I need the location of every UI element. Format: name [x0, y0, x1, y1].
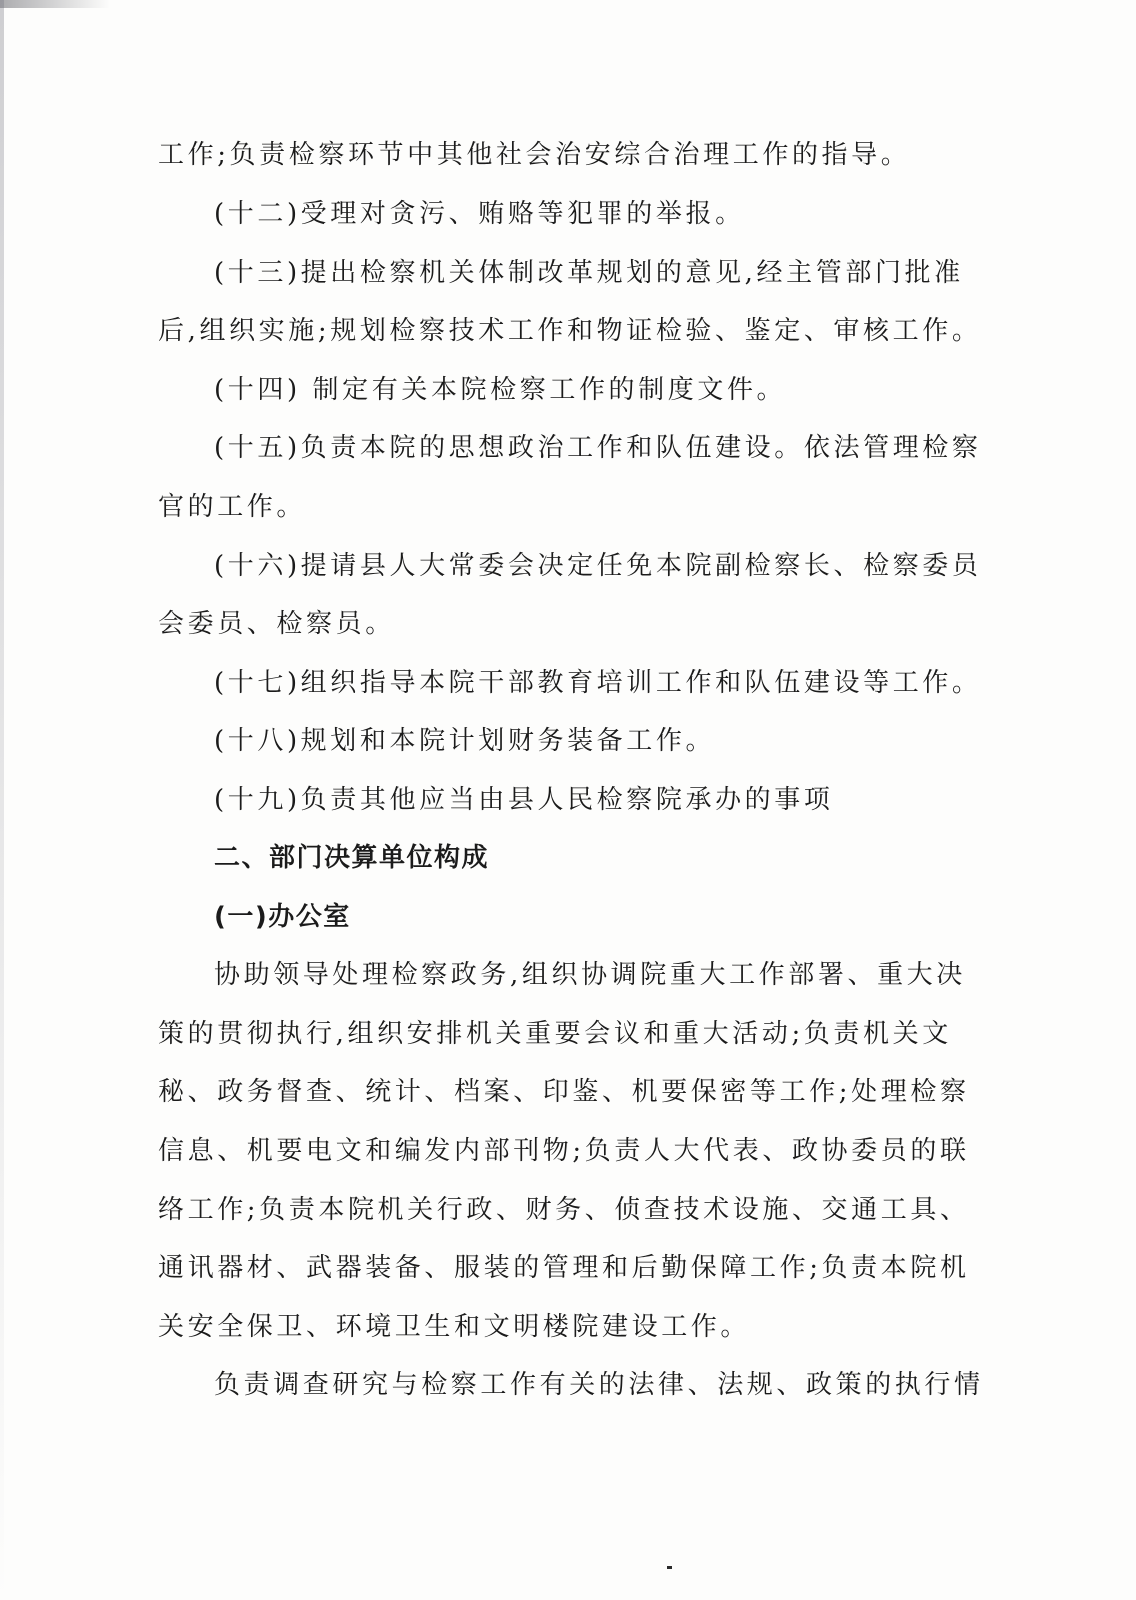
text-line-12: (十九)负责其他应当由县人民检察院承办的事项: [214, 785, 834, 815]
text-line-22: 负责调查研究与检察工作有关的法律、法规、政策的执行情: [214, 1370, 984, 1400]
text-line-4: 后,组织实施;规划检察技术工作和物证检验、鉴定、审核工作。: [158, 316, 982, 346]
text-line-20: 通讯器材、武器装备、服装的管理和后勤保障工作;负责本院机: [158, 1253, 970, 1283]
text-line-7: 官的工作。: [158, 492, 307, 522]
text-line-8: (十六)提请县人大常委会决定任免本院副检察长、检察委员: [214, 551, 982, 581]
text-line-11: (十八)规划和本院计划财务装备工作。: [214, 726, 716, 756]
subsection-heading: (一)办公室: [214, 902, 351, 932]
text-line-18: 信息、机要电文和编发内部刊物;负责人大代表、政协委员的联: [158, 1136, 970, 1166]
text-line-21: 关安全保卫、环境卫生和文明楼院建设工作。: [158, 1312, 751, 1342]
text-line-17: 秘、政务督查、统计、档案、印鉴、机要保密等工作;处理检察: [158, 1077, 970, 1107]
text-line-19: 络工作;负责本院机关行政、财务、侦查技术设施、交通工具、: [158, 1195, 970, 1225]
text-line-6: (十五)负责本院的思想政治工作和队伍建设。依法管理检察: [214, 433, 982, 463]
scan-shadow-left: [0, 0, 4, 1600]
text-line-9: 会委员、检察员。: [158, 609, 395, 639]
text-line-5: (十四) 制定有关本院检察工作的制度文件。: [214, 375, 787, 405]
text-line-16: 策的贯彻执行,组织安排机关重要会议和重大活动;负责机关文: [158, 1019, 952, 1049]
text-line-10: (十七)组织指导本院干部教育培训工作和队伍建设等工作。: [214, 668, 982, 698]
text-line-15: 协助领导处理检察政务,组织协调院重大工作部署、重大决: [214, 960, 966, 990]
text-line-1: 工作;负责检察环节中其他社会治安综合治理工作的指导。: [158, 140, 911, 170]
section-heading: 二、部门决算单位构成: [214, 843, 490, 873]
text-line-2: (十二)受理对贪污、贿赂等犯罪的举报。: [214, 199, 745, 229]
text-line-3: (十三)提出检察机关体制改革规划的意见,经主管部门批准: [214, 258, 964, 288]
page-mark: [667, 1566, 672, 1569]
scan-shadow-top: [0, 0, 110, 8]
